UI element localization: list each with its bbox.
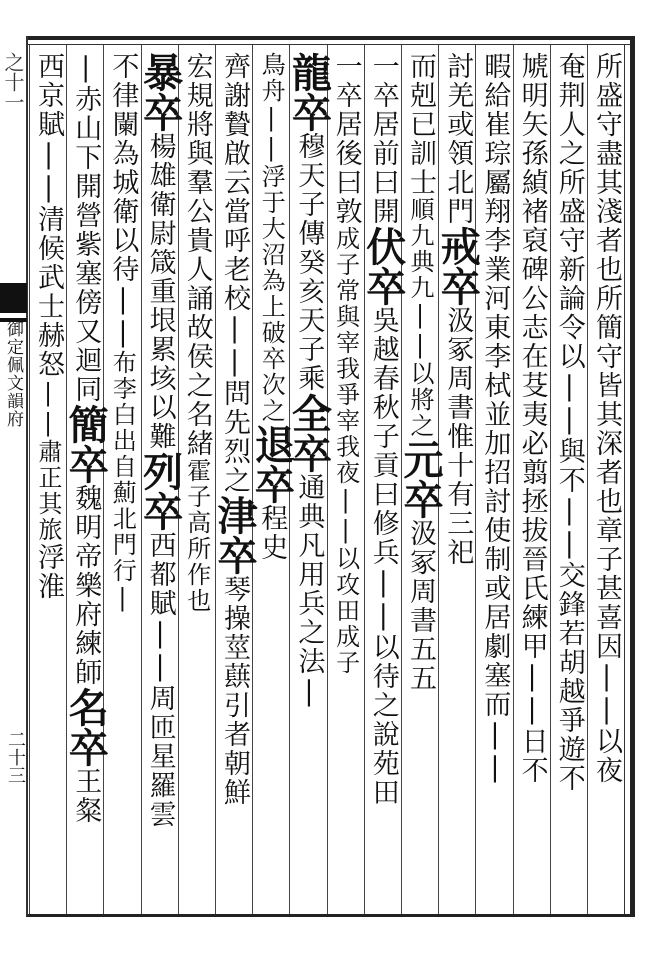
book-title: 御定佩文韻府 bbox=[3, 320, 23, 428]
column-text: ||肅正其旅 bbox=[34, 379, 62, 543]
text-column bbox=[397, 52, 444, 693]
column-text: |赤山下開營紫塞傍又迴同 bbox=[70, 52, 102, 404]
column-text: 西都賦||周匝星羅雲 bbox=[144, 531, 176, 829]
column-text: 魏明帝樂府練師 bbox=[70, 484, 102, 687]
column-text: 成子常與宰我爭宰我夜||以攻田成子 bbox=[331, 226, 360, 676]
column-text: 一卒居前曰開 bbox=[367, 52, 399, 226]
column-text: 穆天子傳癸亥天子乘 bbox=[293, 132, 325, 393]
text-column bbox=[359, 52, 407, 807]
text-column bbox=[285, 52, 333, 709]
column-text: 布李白出自薊北門行| bbox=[108, 350, 137, 614]
column-text: 討羌或領北門 bbox=[442, 52, 474, 226]
column-text: 鳥舟||浮于大沼 bbox=[257, 52, 286, 268]
column-text: 楊雄衛尉箴重垠累垓以難 bbox=[144, 132, 176, 451]
headword: 名卒 bbox=[62, 687, 110, 767]
headword: 簡卒 bbox=[62, 404, 110, 484]
column-text: 通典凡用兵之法| bbox=[293, 473, 325, 709]
headword: 元卒 bbox=[397, 439, 444, 519]
column-text: 汲冢周書惟十有三祀 bbox=[442, 306, 474, 567]
column-text: 所盛守盡其淺者也所簡守皆其深者也章子甚喜因||以夜 bbox=[591, 52, 622, 785]
text-column bbox=[211, 52, 258, 807]
text-column bbox=[514, 52, 550, 785]
text-column bbox=[476, 52, 512, 785]
column-text: 霍子高所作也 bbox=[182, 458, 211, 614]
column-text: 吳越春秋子貢曰修兵||以待之說苑田 bbox=[367, 306, 399, 807]
frame-right-border bbox=[630, 36, 635, 916]
headword: 全卒 bbox=[285, 393, 333, 473]
frame-top-inner-border bbox=[26, 44, 634, 45]
column-text: 琴操莖蕻引者朝鮮 bbox=[219, 575, 250, 807]
column-text: 汲冢周書五五 bbox=[405, 519, 436, 693]
text-column bbox=[179, 52, 215, 614]
headword: 龍卒 bbox=[285, 52, 333, 132]
text-column bbox=[248, 52, 296, 562]
frame-top-border bbox=[26, 36, 634, 40]
text-column bbox=[434, 52, 482, 567]
frame-right-inner-border bbox=[624, 44, 625, 916]
column-text: 暇給崔琮屬翔李業河東李栻並加招討使制或居劇塞而|| bbox=[479, 52, 511, 785]
column-text: 西京賦||清候武士赫怒 bbox=[33, 52, 64, 379]
column-text: 奄荆人之所盛守新論令以||與不||交鋒若胡越爭遊不 bbox=[553, 52, 585, 793]
text-column bbox=[551, 52, 587, 793]
column-text: 齊謝贄啟云當呼老校||問先烈之 bbox=[219, 52, 250, 495]
headword: 暴卒 bbox=[136, 52, 184, 132]
column-text: 而剋已訓士 bbox=[405, 52, 436, 197]
column-text: 一卒居後曰敦 bbox=[330, 52, 362, 226]
column-text: 王粲 bbox=[70, 767, 102, 825]
column-text: 程史 bbox=[256, 504, 288, 562]
text-column bbox=[104, 52, 140, 614]
headword: 列卒 bbox=[136, 451, 184, 531]
headword: 伏卒 bbox=[359, 226, 407, 306]
frame-bottom-border bbox=[26, 914, 635, 917]
headword: 津卒 bbox=[211, 495, 258, 575]
margin-top-fragment: 之十一 bbox=[1, 52, 25, 112]
column-text: 順九典九||以將之 bbox=[406, 197, 434, 439]
headword: 戒卒 bbox=[434, 226, 482, 306]
column-text: 不律闌為城衛以待|| bbox=[107, 52, 139, 350]
page-number: 二十三 bbox=[5, 730, 26, 784]
text-column bbox=[328, 52, 364, 676]
column-text: 虓明矢孫緽褚裒碑公志在芟夷必翦拯拔晉氏練甲||日不 bbox=[516, 52, 548, 785]
fishtail-mark bbox=[0, 283, 27, 313]
frame-left-border bbox=[26, 36, 28, 916]
column-text: 浮淮 bbox=[33, 543, 64, 601]
text-column bbox=[62, 52, 110, 825]
text-column bbox=[136, 52, 184, 829]
column-text: 為上破卒次之 bbox=[257, 268, 286, 424]
column-text: 宏規將與羣公貴人誦故侯之名緒 bbox=[181, 52, 213, 458]
text-column bbox=[588, 52, 624, 785]
text-column bbox=[30, 52, 66, 601]
headword: 退卒 bbox=[248, 424, 296, 504]
